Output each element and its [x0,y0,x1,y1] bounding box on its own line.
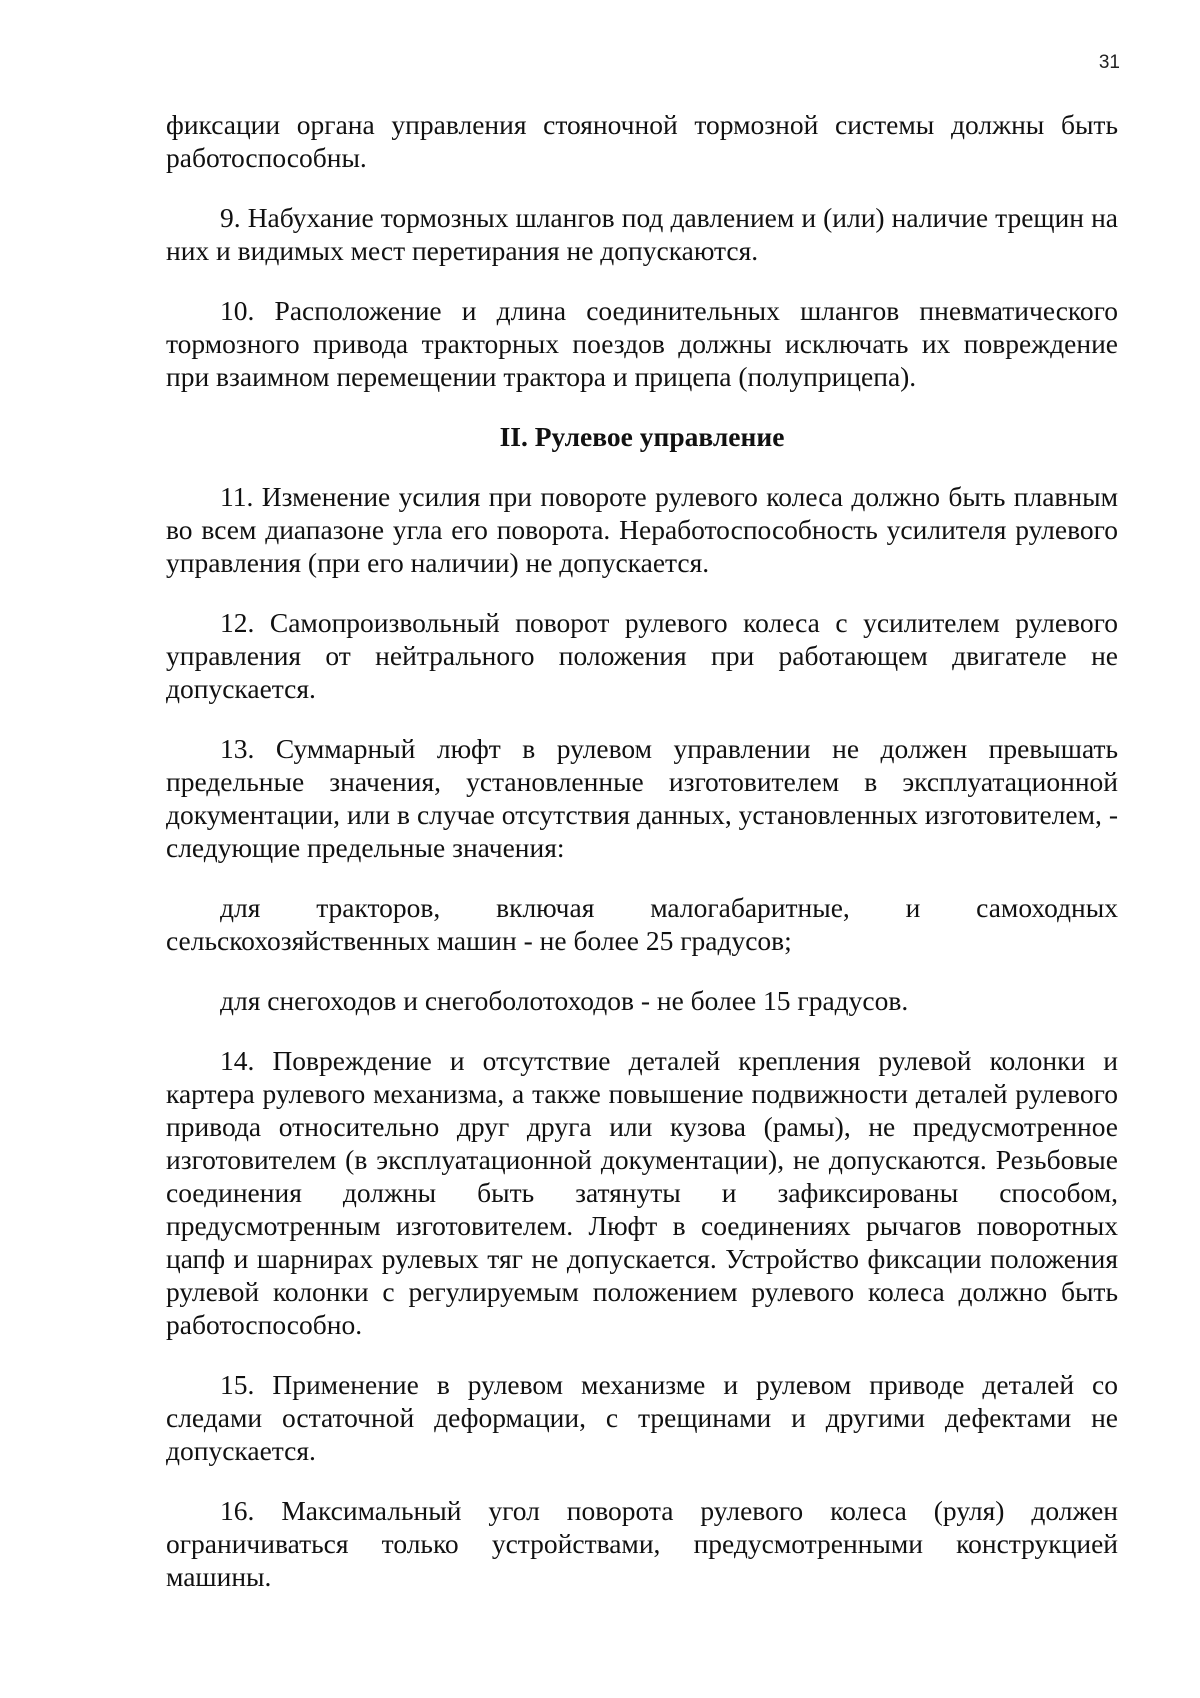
continuation-line-2: работоспособны. [166,142,367,173]
paragraph-13-snowmobiles: для снегоходов и снегоболотоходов - не более 15 градусов. [220,985,909,1016]
continuation-line-1: фиксации органа управления стояночной тормозной системы должны быть [166,109,1118,140]
paragraph-13-tractors: для тракторов, включая малогабаритные, и самоходных сельскохозяйственных машин - не более 25 градусов; [166,892,1118,956]
document-body [166,108,1118,1593]
section-heading: II. Рулевое управление [499,421,785,452]
paragraph-9: 9. Набухание тормозных шлангов под давлением и (или) наличие трещин на них и видимых мест перетирания не допускаются. [166,202,1118,266]
paragraph-13: 13. Суммарный люфт в рулевом управлении не должен превышать предельные значения, установленные изготовителем в эксплуатационной документации, или в случае отсутствия данных, установленных изготовителем, - следующие предельные значения: [166,733,1118,863]
paragraph-14: 14. Повреждение и отсутствие деталей крепления рулевой колонки и картера рулевого механизма, а также повышение подвижности деталей рулевого привода относительно друг друга или кузова (рамы), не предусмотренное изготовителем (в эксплуатационной документации), не допускаются. Резьбовые соединения должны быть затянуты и зафиксированы способом, предусмотренным изготовителем. Люфт в соединениях рычагов поворотных цапф и шарнирах рулевых тяг не допускается. Устройство фиксации положения рулевой колонки с регулируемым положением рулевого колеса должно быть работоспособно. [166,1045,1118,1340]
paragraph-16: 16. Максимальный угол поворота рулевого колеса (руля) должен ограничиваться только устройствами, предусмотренными конструкцией машины. [166,1495,1118,1592]
page-number: 31 [1098,52,1120,73]
paragraph-continuation [166,108,1118,174]
paragraph-11: 11. Изменение усилия при повороте рулевого колеса должно быть плавным во всем диапазоне угла его поворота. Неработоспособность усилителя рулевого управления (при его наличии) не допускается. [166,481,1118,578]
paragraph-10: 10. Расположение и длина соединительных шлангов пневматического тормозного привода тракторных поездов должны исключать их повреждение при взаимном перемещении трактора и прицепа (полуприцепа). [166,295,1118,392]
paragraph-15: 15. Применение в рулевом механизме и рулевом приводе деталей со следами остаточной деформации, с трещинами и другими дефектами не допускается. [166,1369,1118,1466]
paragraph-12: 12. Самопроизвольный поворот рулевого колеса с усилителем рулевого управления от нейтрального положения при работающем двигателе не допускается. [166,607,1118,704]
